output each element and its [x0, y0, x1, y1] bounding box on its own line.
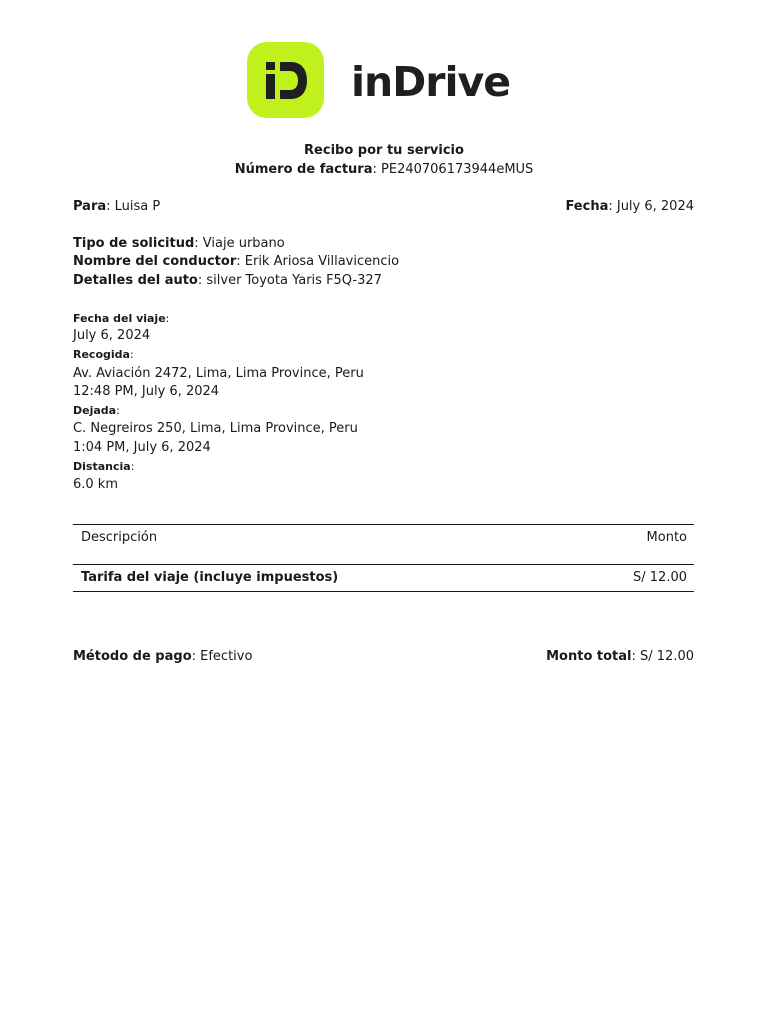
pickup-address: Av. Aviación 2472, Lima, Lima Province, Peru — [73, 366, 364, 381]
pickup-time: 12:48 PM, July 6, 2024 — [73, 384, 220, 399]
id-logo-icon — [247, 42, 324, 118]
trip-date-label: Fecha del viaje — [73, 312, 166, 325]
trip-date-heading: Fecha del viaje: — [73, 312, 170, 325]
trip-date-value: July 6, 2024 — [73, 328, 151, 343]
table-row-amount: S/ 12.00 — [633, 570, 687, 585]
total-amount-value: S/ 12.00 — [640, 649, 694, 664]
request-type-value: Viaje urbano — [202, 236, 285, 251]
invoice-number: PE240706173944eMUS — [381, 162, 534, 177]
invoice-line: Número de factura: PE240706173944eMUS — [234, 162, 534, 177]
recipient-label: Para — [73, 199, 107, 214]
date-label: Fecha — [565, 199, 609, 214]
table-top-rule — [73, 524, 694, 525]
distance-label: Distancia — [73, 460, 131, 473]
payment-method-line: Método de pago: Efectivo — [73, 649, 253, 664]
driver-label: Nombre del conductor — [73, 254, 237, 269]
request-type-line: Tipo de solicitud: Viaje urbano — [73, 236, 285, 251]
table-header-description: Descripción — [81, 530, 158, 545]
date-value: July 6, 2024 — [616, 199, 694, 214]
request-type-label: Tipo de solicitud — [73, 236, 195, 251]
dropoff-heading: Dejada: — [73, 404, 120, 417]
dropoff-address: C. Negreiros 250, Lima, Lima Province, Peru — [73, 421, 358, 436]
brand-logo — [247, 42, 510, 118]
payment-method-value: Efectivo — [200, 649, 253, 664]
recipient-value: Luisa P — [114, 199, 161, 214]
dropoff-label: Dejada — [73, 404, 117, 417]
brand-name: inDrive — [351, 58, 511, 106]
dropoff-time: 1:04 PM, July 6, 2024 — [73, 440, 211, 455]
car-value: silver Toyota Yaris F5Q-327 — [206, 273, 382, 288]
date-line: Fecha: July 6, 2024 — [565, 199, 694, 214]
pickup-label: Recogida — [73, 348, 130, 361]
driver-value: Erik Ariosa Villavicencio — [244, 254, 400, 269]
table-row-description: Tarifa del viaje (incluye impuestos) — [81, 570, 339, 585]
recipient-line: Para: Luisa P — [73, 199, 161, 214]
payment-method-label: Método de pago — [73, 649, 192, 664]
distance-value: 6.0 km — [73, 477, 118, 492]
car-label: Detalles del auto — [73, 273, 198, 288]
distance-heading: Distancia: — [73, 460, 135, 473]
table-header-rule — [73, 564, 694, 565]
car-line: Detalles del auto: silver Toyota Yaris F5Q-327 — [73, 273, 382, 288]
driver-line: Nombre del conductor: Erik Ariosa Villavicencio — [73, 254, 400, 269]
receipt-title: Recibo por tu servicio — [304, 143, 464, 158]
table-bottom-rule — [73, 591, 694, 592]
invoice-label: Número de factura — [234, 162, 373, 177]
total-amount-label: Monto total — [546, 649, 632, 664]
table-header-amount: Monto — [646, 530, 687, 545]
pickup-heading: Recogida: — [73, 348, 134, 361]
total-amount-line: Monto total: S/ 12.00 — [546, 649, 694, 664]
